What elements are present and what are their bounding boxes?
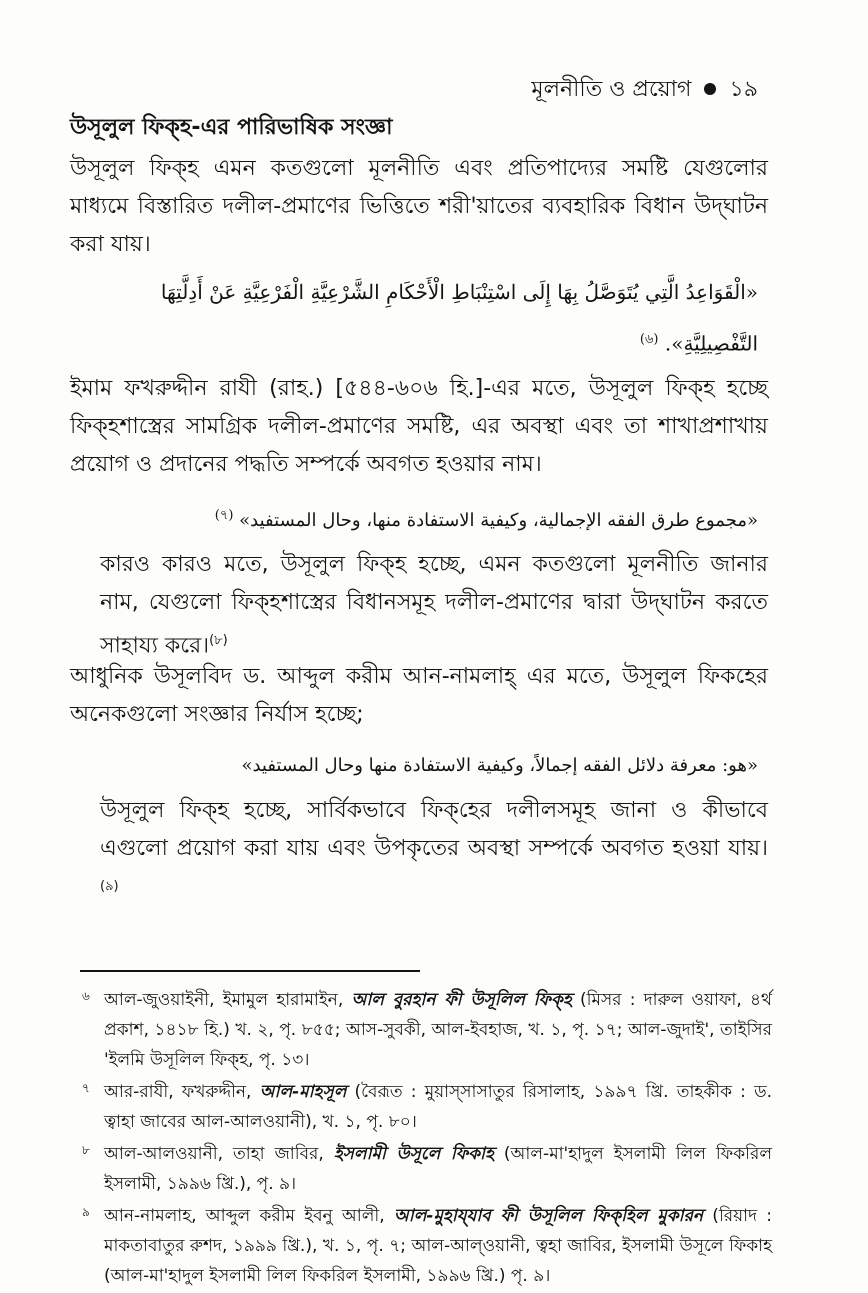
running-header: [531, 72, 758, 109]
footnote: [82, 1201, 772, 1291]
running-title: মূলনীতি ও প্রয়োগ: [531, 77, 692, 102]
arabic-quote-3: «هو: معرفة دلائل الفقه إجمالاً، وكيفية الاستفادة منها وحال المستفيد»: [241, 755, 758, 776]
footnote-number: ৮: [82, 1143, 90, 1157]
arabic-quote-1-text: «الْقَوَاعِدُ الَّتِي يُتَوَصَّلُ بِهَا إِلَى اسْتِنْبَاطِ الْأَحْكَامِ الشَّرْعِيَّةِ الْفَرْعِيَّةِ عَنْ أَدِلَّتِهَا التَّفْصِيلِيَّةِ».: [160, 280, 758, 356]
arabic-quote-2-text: «مجموع طرق الفقه الإجمالية، وكيفية الاستفادة منها، وحال المستفيد»: [239, 510, 758, 531]
paragraph-2: ইমাম ফখরুদ্দীন রাযী (রাহ.) [৫৪৪-৬০৬ হি.]-এর মতে, উসূলুল ফিক্‌হ হচ্ছে ফিক্‌হশাস্ত্রের সামগ্রিক দলীল-প্রমাণের সমষ্টি, এর অবস্থা এবং তা শাখাপ্রশাখায় প্রয়োগ ও প্রদানের পদ্ধতি সম্পর্কে অবগত হওয়ার নাম।: [70, 376, 768, 477]
paragraph-4: আধুনিক উসূলবিদ ড. আব্দুল করীম আন-নামলাহ্‌ এর মতে, উসূলুল ফিকহের অনেকগুলো সংজ্ঞার নির্যাস হচ্ছে;: [70, 664, 768, 727]
footnote-ref-6: (৬): [639, 332, 659, 347]
footnote-book-title: আল-মুহায্‌যাব ফী উসূলিল ফিক্‌হিল মুকারন: [393, 1206, 704, 1226]
footnote-number: ৬: [82, 989, 90, 1003]
footnote-book-title: আল বুরহান ফী উসূলিল ফিক্‌হ: [351, 990, 572, 1010]
paragraph-5: [100, 792, 768, 911]
footnote-text: আল-আলওয়ানী, তাহা জাবির, ইসলামী উসূলে ফিকাহ (আল-মা'হাদুল ইসলামী লিল ফিকরিল ইসলামী, ১৯৯৬ খ্রি.), পৃ. ৯।: [104, 1144, 772, 1194]
paragraph-5-text: উসূলুল ফিক্‌হ হচ্ছে, সার্বিকভাবে ফিক্‌হের দলীলসমূহ জানা ও কীভাবে এগুলো প্রয়োগ করা যায় এবং উপকৃতের অবস্থা সম্পর্কে অবগত হওয়া যায়।: [100, 798, 768, 861]
paragraph-3-text: কারও কারও মতে, উসূলুল ফিক্‌হ হচ্ছে, এমন কতগুলো মূলনীতি জানার নাম, যেগুলো ফিক্‌হশাস্ত্রের বিধানসমূহ দলীল-প্রমাণের দ্বারা উদ্‌ঘাটন করতে সাহায্য করে।: [100, 552, 768, 659]
bullet-icon: [704, 83, 716, 95]
footnote-number: ৯: [82, 1205, 90, 1219]
section-heading: উসূলুল ফিক্‌হ-এর পারিভাষিক সংজ্ঞা: [70, 115, 393, 140]
footnote-text: আর-রাযী, ফখরুদ্দীন, আল-মাহসূল (বৈরূত : মুয়াস্‌সাসাতুর রিসালাহ, ১৯৯৭ খ্রি. তাহকীক : ড. ত্বাহা জাবের আল-আলওয়ানী), খ. ১, পৃ. ৮০।: [104, 1082, 772, 1132]
footnote: [82, 985, 772, 1075]
arabic-quote-1: [100, 268, 758, 368]
footnote-number: ৭: [82, 1081, 90, 1095]
footnote-divider: [80, 970, 420, 972]
footnote-text: আল-জুওয়াইনী, ইমামুল হারামাইন, আল বুরহান ফী উসূলিল ফিক্‌হ (মিসর : দারুল ওয়াফা, ৪র্থ প্রকাশ, ১৪১৮ হি.) খ. ২, পৃ. ৮৫৫; আস-সুবকী, আল-ইবহাজ, খ. ১, পৃ. ১৭; আল-জুদাই', তাইসির 'ইলমি উসূলিল ফিক্‌হ, পৃ. ১৩।: [104, 990, 772, 1070]
footnotes: [82, 985, 772, 1293]
footnote: [82, 1139, 772, 1199]
arabic-quote-2: [120, 492, 758, 545]
paragraph-3: [100, 546, 768, 665]
footnote-book-title: ইসলামী উসূলে ফিকাহ: [333, 1144, 494, 1164]
footnote-ref-9: (৯): [100, 879, 119, 894]
footnote-ref-8: (৮): [209, 633, 228, 648]
footnote-text: আন-নামলাহ, আব্দুল করীম ইবনু আলী, আল-মুহায্‌যাব ফী উসূলিল ফিক্‌হিল মুকারন (রিয়াদ : মাকতাবাতুর রুশদ, ১৯৯৯ খ্রি.), খ. ১, পৃ. ৭; আল-আল্‌ওয়ানী, ত্বহা জাবির, ইসলামী উসূলে ফিকাহ (আল-মা'হাদুল ইসলামী লিল ফিকরিল ইসলামী, ১৯৯৬ খ্রি.) পৃ. ৯।: [104, 1206, 772, 1286]
footnote-ref-7: (৭): [214, 508, 234, 523]
paragraph-1: উসূলুল ফিক্‌হ এমন কতগুলো মূলনীতি এবং প্রতিপাদ্যের সমষ্টি যেগুলোর মাধ্যমে বিস্তারিত দলীল-প্রমাণের ভিত্তিতে শরী'য়াতের ব্যবহারিক বিধান উদ্‌ঘাটন করা যায়।: [70, 156, 768, 257]
footnote: [82, 1077, 772, 1137]
footnote-book-title: আল-মাহসূল: [259, 1082, 347, 1102]
page-number: ১৯: [729, 77, 758, 102]
